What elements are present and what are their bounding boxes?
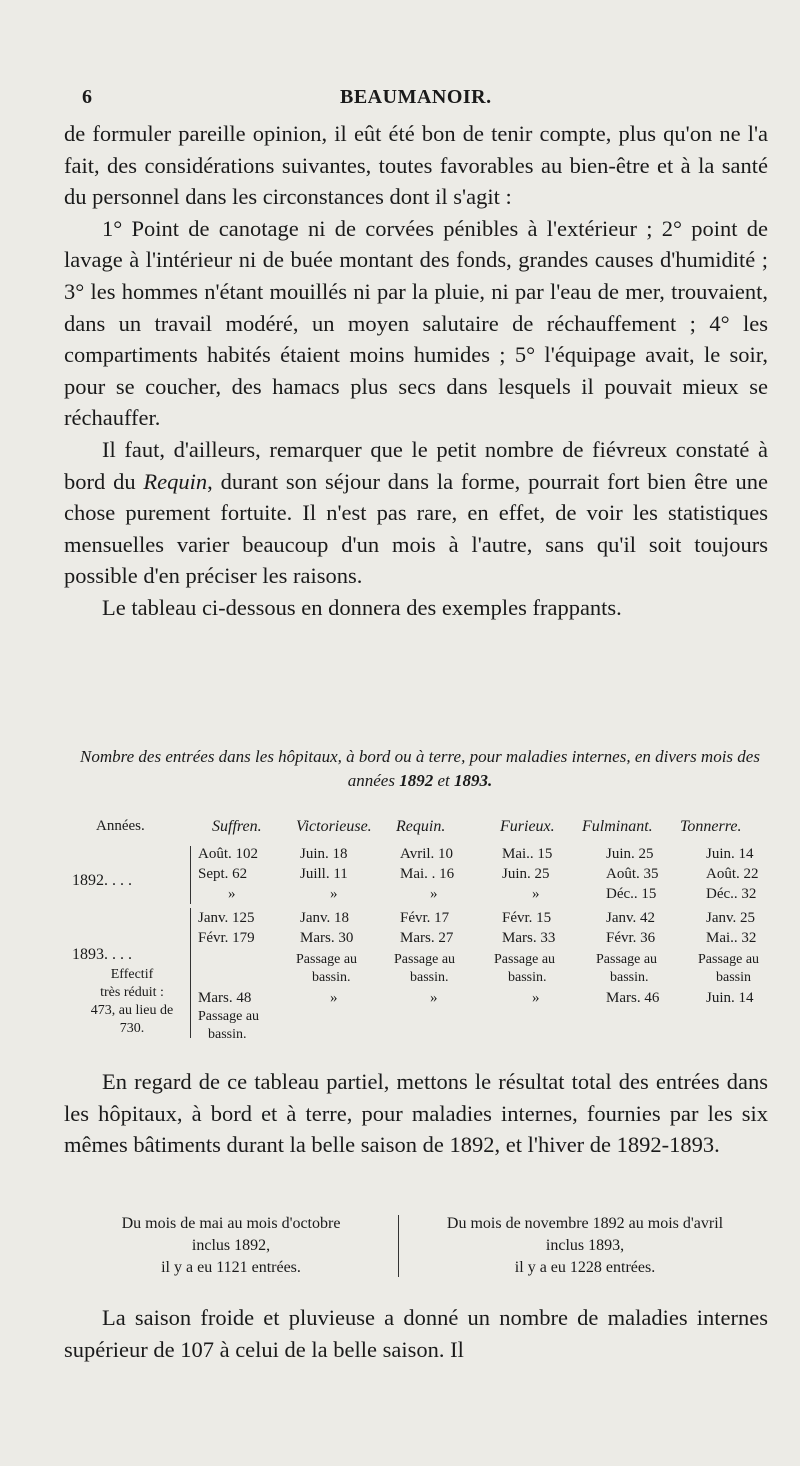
paragraph-6: La saison froide et pluvieuse a donné un nombre de maladies internes supérieur de 107 à celui de la belle saison. Il <box>64 1305 768 1362</box>
effectif-line: 730. <box>119 1021 145 1036</box>
table-cell: Janv. 125 <box>198 910 255 926</box>
table-cell: Janv. 18 <box>300 910 350 926</box>
table-cell: Mars. 27 <box>400 930 454 946</box>
table-cell: Juin. 14 <box>706 990 754 1006</box>
table-cell: Déc.. 15 <box>606 886 657 902</box>
table-cell: Janv. 42 <box>606 910 656 926</box>
table-cell: Févr. 179 <box>198 930 255 946</box>
table-cell: Juin. 25 <box>606 846 654 862</box>
table-cell: Août. 22 <box>706 866 759 882</box>
caption-text: Nombre des entrées dans les hôpitaux, à bord ou à terre, pour maladies internes, en divers mois des années <box>80 747 760 790</box>
table-cell: Mai.. 32 <box>706 930 757 946</box>
table-cell: Juill. 11 <box>300 866 348 882</box>
table-cell: » <box>330 990 338 1006</box>
col-header-requin: Requin. <box>396 818 446 835</box>
table-cell: Mars. 46 <box>606 990 660 1006</box>
final-paragraph <box>64 1302 768 1366</box>
summary-line: il y a eu 1121 entrées. <box>161 1259 301 1276</box>
table-cell: Mai. . 16 <box>400 866 455 882</box>
effectif-line: 473, au lieu de <box>90 1003 174 1018</box>
col-header-annees: Années. <box>96 818 145 834</box>
table-cell: bassin. <box>312 970 351 985</box>
paragraph-1: de formuler pareille opinion, il eût été bon de tenir compte, plus qu'on ne l'a fait, des considérations suivantes, toutes favorables au bien-être et à la santé du personnel dans les circonstances dont il s'agit : <box>64 121 768 210</box>
paragraph-2: 1° Point de canotage ni de corvées pénibles à l'extérieur ; 2° point de lavage à l'intérieur ni de buée montant des fonds, grandes causes d'humidité ; 3° les hommes n'étant mouillés ni par la pluie, ni par l'eau de mer, trouvaient, dans un travail modéré, un moyen salutaire de réchauffement ; 4° les compartiments habités étaient moins humides ; 5° l'équipage avait, le soir, pour se coucher, des hamacs plus secs dans lesquels il pouvait mieux se réchauffer. <box>64 215 768 431</box>
table-cell: Janv. 25 <box>706 910 756 926</box>
table-cell: » <box>532 990 540 1006</box>
col-header-suffren: Suffren. <box>212 818 262 835</box>
effectif-line: très réduit : <box>100 985 164 1000</box>
table-cell: Passage au <box>596 952 658 967</box>
table-cell: Févr. 15 <box>502 910 552 926</box>
caption-year-1: 1892 <box>399 771 434 790</box>
table-cell: Août. 102 <box>198 846 258 862</box>
table-cell: Juin. 18 <box>300 846 348 862</box>
table-cell: Juin. 25 <box>502 866 550 882</box>
year-1892-label: 1892. . . . <box>72 872 132 889</box>
table-cell: Passage au <box>296 952 358 967</box>
summary-line: Du mois de novembre 1892 au mois d'avril <box>446 1215 724 1232</box>
summary-divider <box>398 1215 399 1277</box>
summary-left <box>68 1213 394 1279</box>
summary-line: inclus 1893, <box>545 1237 625 1254</box>
table-cell: Mai.. 15 <box>502 846 553 862</box>
table-cell: Févr. 17 <box>400 910 450 926</box>
summary-line: inclus 1892, <box>191 1237 271 1254</box>
table-cell: Févr. 36 <box>606 930 656 946</box>
paragraph-5: En regard de ce tableau partiel, mettons le résultat total des entrées dans les hôpitaux, à bord et à terre, pour maladies internes, fournies par les six mêmes bâtiments durant la belle saison de 1892, et l'hiver de 1892-1893. <box>64 1069 768 1158</box>
paragraph-3 <box>64 434 768 592</box>
table-cell: Sept. 62 <box>198 866 248 882</box>
table-cell: Avril. 10 <box>400 846 454 862</box>
table-cell: Mars. 33 <box>502 930 556 946</box>
table-cell: Passage au <box>198 1009 260 1024</box>
table-cell: » <box>228 886 236 902</box>
table-cell: » <box>532 886 540 902</box>
running-title: BEAUMANOIR. <box>340 86 492 108</box>
effectif-line: Effectif <box>110 967 154 982</box>
table-cell: bassin. <box>610 970 649 985</box>
col-header-fulminant: Fulminant. <box>582 818 653 835</box>
table-cell: Déc.. 32 <box>706 886 757 902</box>
table-cell: Mars. 48 <box>198 990 252 1006</box>
table-cell: Mars. 30 <box>300 930 354 946</box>
table-cell: Passage au <box>494 952 556 967</box>
summary-line: Du mois de mai au mois d'octobre <box>121 1215 341 1232</box>
table-cell: » <box>430 990 438 1006</box>
summary-right <box>404 1213 766 1279</box>
table-cell: bassin. <box>508 970 547 985</box>
table-cell: Passage au <box>394 952 456 967</box>
table-cell: Août. 35 <box>606 866 659 882</box>
table-cell: bassin. <box>410 970 449 985</box>
caption-year-2: 1893. <box>454 771 493 790</box>
caption-and: et <box>437 771 450 790</box>
brace-1893 <box>190 908 191 1038</box>
table-cell: » <box>330 886 338 902</box>
col-header-tonnerre: Tonnerre. <box>680 818 742 835</box>
paragraph-3-end: , durant son séjour dans la forme, pourrait fort bien être une chose purement fortuite. Il n'est pas rare, en effet, de voir les statistiques mensuelles varier beaucoup d'un mois à l'autre, sans qu'il soit toujours possible d'en préciser les raisons. <box>64 468 768 589</box>
col-header-victorieuse: Victorieuse. <box>296 818 372 835</box>
table-cell: » <box>430 886 438 902</box>
table-cell: bassin <box>716 970 751 985</box>
table-cell: Passage au <box>698 952 760 967</box>
body-text <box>64 118 768 624</box>
after-table-paragraph <box>64 1066 768 1161</box>
paragraph-3-start: Il faut, d'ailleurs, remarquer que le petit nombre de fiévreux constaté à bord du <box>64 436 768 494</box>
paragraph-4: Le tableau ci-dessous en donnera des exemples frappants. <box>102 594 622 620</box>
table-caption <box>70 745 770 793</box>
brace-1892 <box>190 846 191 904</box>
summary-line: il y a eu 1228 entrées. <box>514 1259 656 1276</box>
page-number: 6 <box>82 86 92 108</box>
col-header-furieux: Furieux. <box>500 818 555 835</box>
table-cell: bassin. <box>208 1027 247 1042</box>
suffren-passage-note <box>198 1008 259 1044</box>
ship-name-requin: Requin <box>143 468 208 494</box>
effectif-note <box>72 966 192 1038</box>
table-cell: Juin. 14 <box>706 846 754 862</box>
year-1893-label: 1893. . . . <box>72 946 132 963</box>
